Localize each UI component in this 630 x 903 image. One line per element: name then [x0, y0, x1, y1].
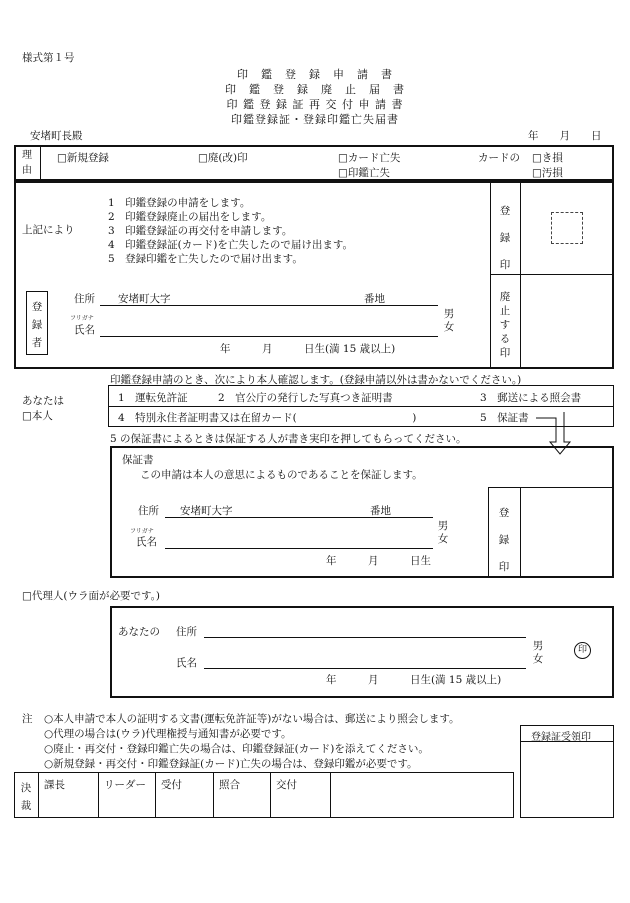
- registrant-sex: 男女: [443, 308, 455, 333]
- guarantee-furigana: フリガナ: [130, 528, 154, 535]
- guarantee-address-line[interactable]: [165, 517, 433, 518]
- purpose-item-5: 5 登録印鑑を亡失したので届け出ます。: [108, 253, 303, 265]
- method-5[interactable]: 5 保証書: [480, 412, 529, 424]
- proxy-address-line[interactable]: [204, 637, 526, 638]
- card-option-soiled[interactable]: □ 汚損: [532, 165, 563, 180]
- guarantee-note: 5 の保証書によるときは保証する人が書き実印を押してもらってください。: [110, 433, 467, 445]
- approval-col-leader[interactable]: リーダー: [104, 779, 146, 791]
- purpose-item-3: 3 印鑑登録証の再交付を申請します。: [108, 225, 293, 237]
- method-2[interactable]: 2 官公庁の発行した写真つき証明書: [218, 392, 393, 404]
- guarantee-title: 保証書: [122, 454, 154, 466]
- addressee: 安堵町長殿: [30, 130, 83, 142]
- guarantee-name-line[interactable]: [165, 548, 433, 549]
- guarantee-sex: 男女: [437, 520, 449, 545]
- approval-label: 決裁: [20, 782, 32, 812]
- method-1[interactable]: 1 運転免許証: [118, 392, 188, 404]
- approval-col-verify[interactable]: 照合: [219, 779, 240, 791]
- registrant-banchi: 番地: [364, 293, 385, 305]
- reason-option-seal-lost[interactable]: □ 印鑑亡失: [338, 165, 390, 180]
- identity-notice: 印鑑登録申請のとき、次により本人確認します。(登録申請以外は書かないでください。): [110, 374, 522, 386]
- notes-label: 注: [22, 713, 33, 725]
- note-3: ○廃止・再交付・登録印鑑亡失の場合は、印鑑登録証(カード)を添えてください。: [44, 743, 429, 755]
- title-line-1: 印 鑑 登 録 申 請 書: [237, 68, 393, 81]
- registrant-address-line[interactable]: [100, 305, 438, 306]
- proxy-checkbox[interactable]: □ 代理人(ウラ面が必要です。): [22, 588, 160, 603]
- reason-label: 理由: [22, 150, 32, 176]
- purpose-item-1: 1 印鑑登録の申請をします。: [108, 197, 251, 209]
- guarantee-statement: この申請は本人の意思によるものであることを保証します。: [140, 469, 423, 481]
- registrant-name-line[interactable]: [100, 336, 438, 337]
- reason-option-card-lost[interactable]: □ カード亡失: [338, 150, 400, 165]
- guarantee-address-value: 安堵町大字: [180, 505, 233, 517]
- title-line-3: 印 鑑 登 録 証 再 交 付 申 請 書: [226, 98, 404, 111]
- registrant-name-label: 氏名: [74, 324, 95, 336]
- guarantee-birth: 年 月 日生: [326, 555, 431, 567]
- proxy-yours: あなたの: [118, 626, 160, 638]
- purpose-item-2: 2 印鑑登録廃止の届出をします。: [108, 211, 272, 223]
- registrant-label: 登録者: [31, 301, 43, 349]
- note-1: ○本人申請で本人の証明する文書(運転免許証等)がない場合は、郵送により照会します。: [44, 713, 460, 725]
- proxy-name-label: 氏名: [176, 657, 197, 669]
- proxy-address-label: 住所: [176, 626, 197, 638]
- purpose-item-4: 4 印鑑登録証(カード)を亡失したので届け出ます。: [108, 239, 354, 251]
- title-line-4: 印鑑登録証・登録印鑑亡失届書: [231, 113, 399, 126]
- form-number: 様式第１号: [22, 52, 75, 64]
- card-label: カードの: [478, 152, 520, 164]
- self-checkbox[interactable]: □ 本人: [22, 408, 53, 423]
- reason-option-new[interactable]: □ 新規登録: [57, 150, 109, 165]
- method-4[interactable]: 4 特別永住者証明書又は在留カード( ): [118, 412, 417, 424]
- registrant-furigana: フリガナ: [70, 315, 94, 322]
- guarantee-address-label: 住所: [138, 505, 159, 517]
- guarantee-banchi: 番地: [370, 505, 391, 517]
- card-option-damaged[interactable]: □ き損: [532, 150, 563, 165]
- registered-seal-label: 登録印: [499, 205, 511, 271]
- seal-placeholder[interactable]: [551, 212, 583, 244]
- date-field[interactable]: 年 月 日: [528, 130, 602, 142]
- proxy-sex: 男女: [532, 640, 544, 665]
- registrant-address-label: 住所: [74, 293, 95, 305]
- registrant-birth: 年 月 日生(満 15 歳以上): [220, 343, 396, 355]
- approval-col-issue[interactable]: 交付: [276, 779, 297, 791]
- you-are-label: あなたは: [22, 395, 64, 407]
- title-line-2: 印 鑑 登 録 廃 止 届 書: [225, 83, 405, 96]
- receipt-label: 登録証受領印: [531, 732, 591, 743]
- abolish-seal-label: 廃止する印: [499, 291, 511, 359]
- proxy-name-line[interactable]: [204, 668, 526, 669]
- proxy-birth: 年 月 日生(満 15 歳以上): [326, 674, 502, 686]
- method-3[interactable]: 3 郵送による照会書: [480, 392, 582, 404]
- guarantee-name-label: 氏名: [136, 536, 157, 548]
- note-4: ○新規登録・再交付・印鑑登録証(カード)亡失の場合は、登録印鑑が必要です。: [44, 758, 418, 770]
- note-2: ○代理の場合は(ウラ)代理権授与通知書が必要です。: [44, 728, 292, 740]
- approval-col-reception[interactable]: 受付: [161, 779, 182, 791]
- approval-table: [14, 772, 514, 818]
- reason-option-abolish[interactable]: □ 廃(改)印: [198, 150, 248, 165]
- seal-mark-icon: 印: [574, 642, 591, 659]
- purpose-lead: 上記により: [22, 224, 75, 236]
- approval-col-chief[interactable]: 課長: [44, 779, 65, 791]
- guarantee-seal-label: 登録印: [498, 507, 510, 573]
- registrant-address-value: 安堵町大字: [118, 293, 171, 305]
